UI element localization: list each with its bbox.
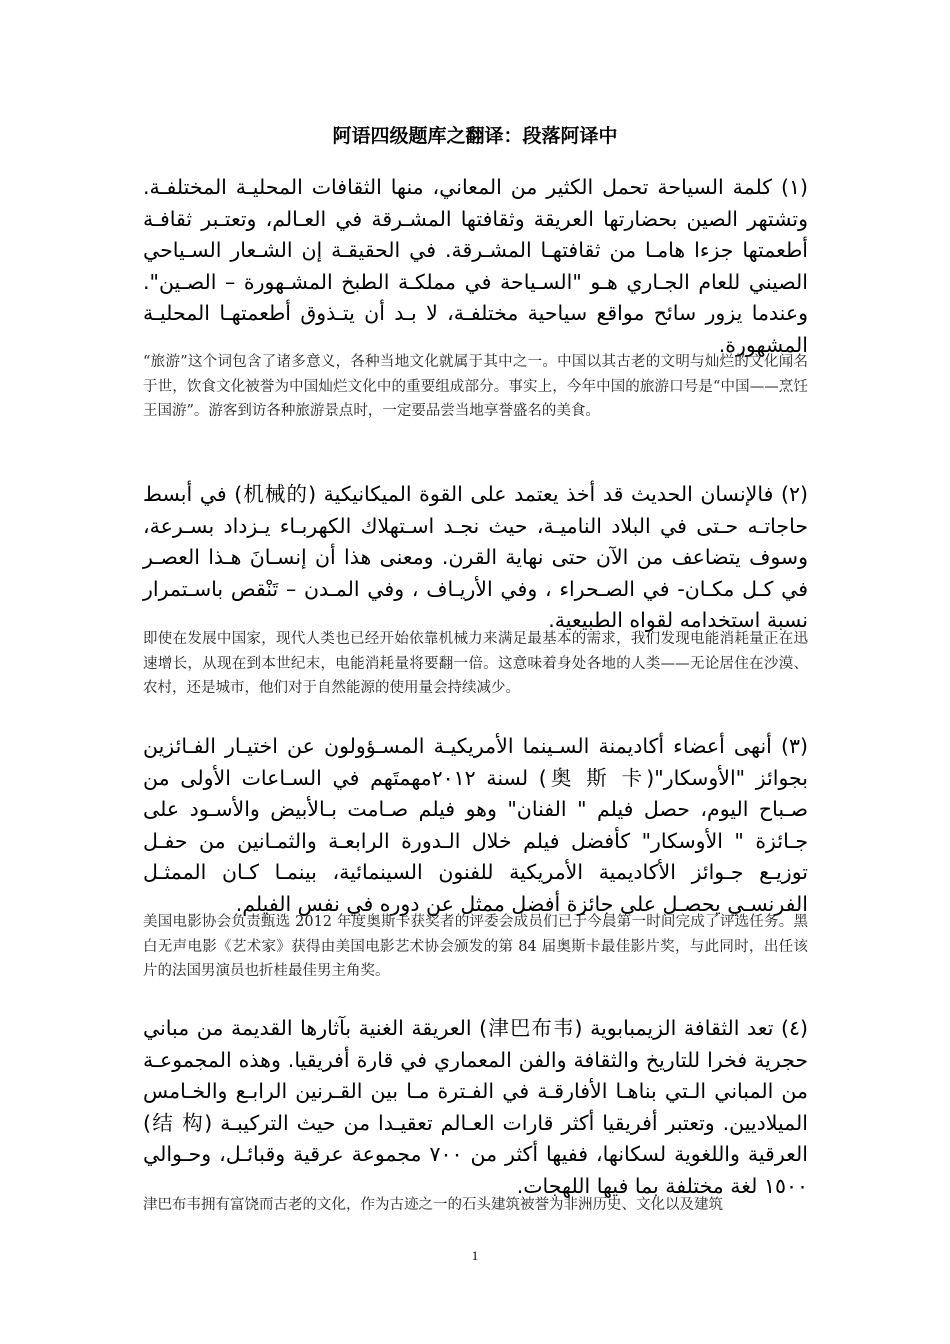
arabic-paragraph-2: (٢) فالإنسان الحديث قد أخذ يعتمد على القوة الميكانيكية (机械的) في أبسط حاجاتـه حـتى في البلاد الناميـة، حيث نجـد اسـتهلاك الكهربـاء يـزداد بسـرعة، وسوف يتضاعف من الآن حتى نهاية القرن. ومعنى هذا أن إنسـانَ هـذا العصـر في كـل مكـان- في الصـحراء ، وفي الأريـاف ، وفي المـدن – تَنْقص باسـتمرار نسبة استخدامه لقواه الطبيعية.: [143, 482, 809, 632]
arabic-paragraph-1: (١) كلمة السياحة تحمل الكثير من المعاني، منها الثقافات المحليـة المختلفـة. وتشتهر الصين بحضارتها العريقة وثقافتها المشـرقة في العـالم، وتعتـبر ثقافـة أطعمتها جزءا هامـا من ثقافتهـا المشـرقة. في الحقيقـة إن الشـعار السـياحي الصيني للعام الجـاري هـو "السـياحة في مملكـة الطبخ المشـهورة – الصـين". وعندما يزور سائح مواقع سياحية مختلفـة، لا بـد أن يتـذوق أطعمتهـا المحليـة المشهورة.: [143, 175, 808, 357]
chinese-translation-4: 津巴布韦拥有富饶而古老的文化，作为古迹之一的石头建筑被誉为非洲历史、文化以及建筑: [143, 1197, 723, 1213]
document-title: 阿语四级题库之翻译：段落阿译中: [332, 125, 618, 147]
arabic-paragraph-3: (٣) أنهى أعضاء أكاديمنة السـينما الأمريكيـة المسـؤولون عن اختيـار الفـائزين بجوائز "الأوسكار"(奥 斯 卡) لسنة ٢٠١٢مهمتَهم في السـاعات الأولى من صـباح اليوم، حصل فيلم " الفنان" وهو فيلم صـامت بـالأبيض والأسـود على جـائزة " الأوسكار" كأفضل فيلم خلال الـدورة الرابعـة والثمـانين من حفـل توزيـع جـوائز الأكاديمية الأمريكية للفنون السينمائية، بينمـا كـان الممثـل الفرنسـي يحصـل على جائزة أفضل ممثل عن دوره في نفس الفيلم.: [143, 734, 808, 916]
chinese-translation-1: “旅游”这个词包含了诸多意义，各种当地文化就属于其中之一。中国以其古老的文明与灿烂的文化闻名于世，饮食文化被誉为中国灿烂文化中的重要组成部分。事实上，今年中国的旅游口号是“中国——烹饪王国游”。游客到访各种旅游景点时，一定要品尝当地享誉盛名的美食。: [143, 354, 808, 419]
chinese-translation-2: 即使在发展中国家，现代人类也已经开始依靠机械力来满足最基本的需求，我们发现电能消耗量正在迅速增长，从现在到本世纪末，电能消耗量将要翻一倍。这意味着身处各地的人类——无论居住在沙漠、农村，还是城市，他们对于自然能源的使用量会持续减少。: [143, 631, 808, 696]
arabic-paragraph-4: (٤) تعد الثقافة الزيمبابوية (津巴布韦) العريقة الغنية بآثارها القديمة من مباني حجرية فخرا للتاريخ والثقافة والفن المعماري في قارة أفريقيا. وهذه المجموعـة من المباني الـتي بناهـا الأفارقـة في الفـترة مـا بين القـرنين الرابـع والخـامس الميلاديين. وتعتبر أفريقيا أكثر قارات العـالم تعقيـدا من حيث التركيبـة (结 构) العرقية واللغوية لسكانها، ففيها أكثر من ٧٠٠ مجموعة عرقية وقبائـل، وحـوالي ١٥٠٠ لغة مختلفة بما فيها اللهجات.: [143, 1016, 809, 1198]
page-number: 1: [471, 1248, 479, 1263]
chinese-translation-3: 美国电影协会负责甄选 2012 年度奥斯卡获奖者的评委会成员们已于今晨第一时间完成了评选任务。黑白无声电影《艺术家》获得由美国电影艺术协会颁发的第 84 届奥斯卡最佳影片奖，与此同时，出任该片的法国男演员也折桂最佳男主角奖。: [143, 914, 808, 979]
